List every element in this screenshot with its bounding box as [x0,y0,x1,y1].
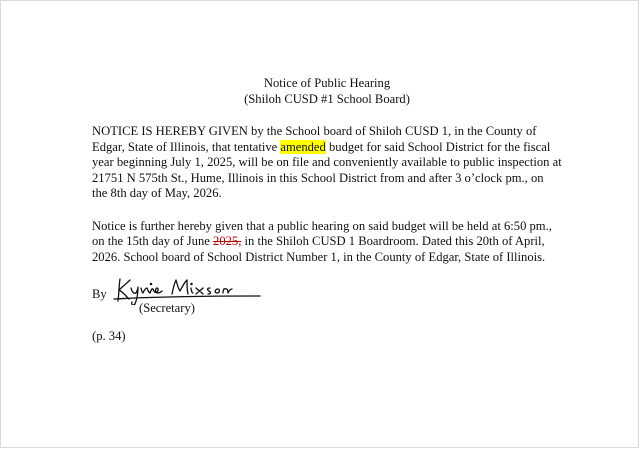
highlighted-word: amended [280,139,326,154]
notice-paragraph-2 [92,219,562,266]
struck-year: 2025, [213,234,242,248]
notice-document [92,76,562,345]
signature-by-label: By [92,287,107,301]
notice-paragraph-1 [92,124,562,202]
paragraph-1-text-end: budget for said School District for the fiscal year beginning July 1, 2025, will be on file and conveniently available to public inspection at 21751 N 575th St., Hume, Illinois in this School District from and after 3 o’clock pm., on the 8th day of May, 2026. [92,139,562,200]
paragraph-1-text-start: NOTICE IS HEREBY GIVEN by the School board of Shiloh CUSD 1, in the County of Edgar, State of Illinois, that tentative [92,124,537,154]
signature-role: (Secretary) [139,301,195,315]
page-reference: (p. 34) [92,329,126,343]
signature-block [92,279,562,315]
notice-subtitle: (Shiloh CUSD #1 School Board) [244,91,410,106]
notice-title: Notice of Public Hearing [263,76,391,90]
paragraph-2-text-end: in the Shiloh CUSD 1 Boardroom. Dated this 20th of April, 2026. School board of School District Number 1, in the County of Edgar, State of Illinois. [92,234,546,264]
paragraph-2-text-start: Notice is further hereby given that a public hearing on said budget will be held at 6:50 pm., on the 15th day of June [92,218,552,248]
